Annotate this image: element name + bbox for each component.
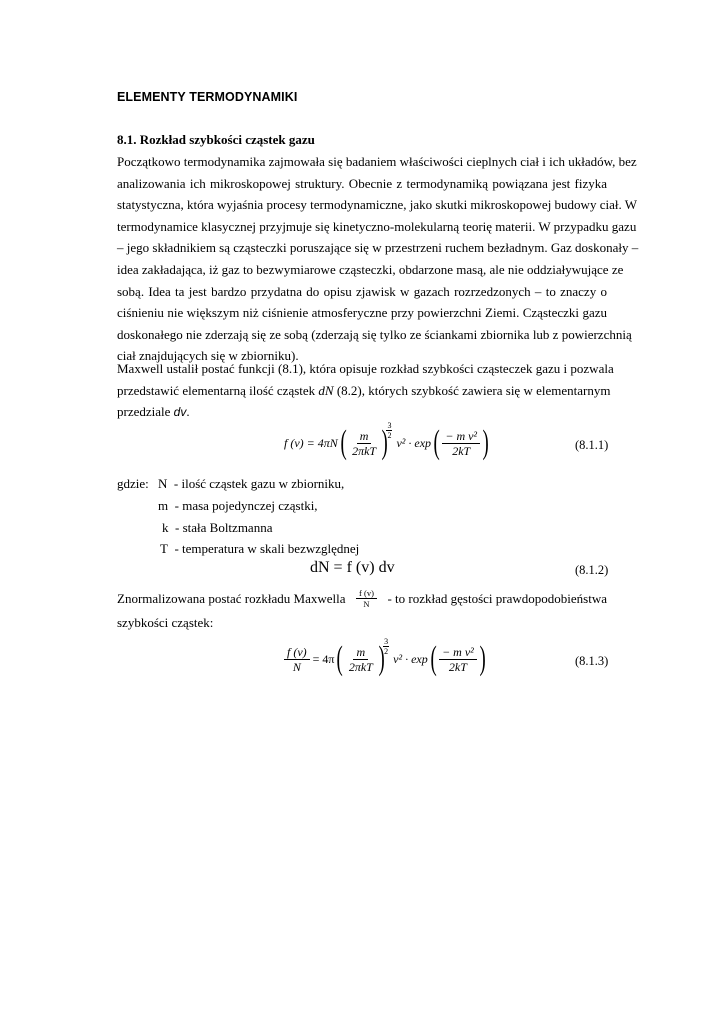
paragraph-line: ciśnieniu nie większym niż ciśnienie atmosferyczne przy powierzchni Ziemi. Cząsteczki gazu — [117, 305, 607, 321]
equation-number: (8.1.3) — [575, 654, 609, 668]
where-item — [158, 498, 318, 514]
paragraph-maxwell — [117, 358, 614, 424]
equation-8-1-2: dN = f (v) dv — [310, 559, 395, 576]
where-symbol: m — [158, 498, 169, 513]
paragraph-line — [117, 588, 607, 610]
where-symbol: k — [162, 520, 169, 535]
exponent-denominator: 2 — [387, 430, 392, 440]
left-paren: ( — [337, 640, 344, 677]
paragraph-line: Początkowo termodynamika zajmowała się badaniem właściwości cieplnych ciał i ich układów, bez — [117, 154, 637, 169]
fraction — [439, 645, 477, 674]
fraction-numerator: f (v) — [356, 588, 377, 599]
paragraph-line: statystyczna, która wyjaśnia procesy termodynamiczne, jako skutki mikroskopowej budowy ciał. W — [117, 197, 637, 213]
exponent-numerator: 3 — [387, 420, 392, 430]
equation-8-1-1 — [284, 420, 491, 461]
symbol-dN: dN — [318, 382, 334, 398]
fraction — [284, 645, 310, 674]
line-text: - to rozkład gęstości prawdopodobieństwa — [387, 591, 607, 606]
equation-eq: = 4π — [312, 651, 335, 666]
fraction — [346, 645, 376, 674]
equation-number: (8.1.2) — [575, 563, 609, 577]
where-item — [158, 476, 344, 492]
left-paren: ( — [433, 424, 440, 461]
right-paren: ) — [479, 640, 486, 677]
fraction-numerator: f (v) — [284, 645, 310, 660]
fraction — [442, 429, 480, 458]
equation-8-1-3 — [284, 636, 488, 677]
left-paren: ( — [340, 424, 347, 461]
right-paren: ) — [378, 640, 385, 677]
paragraph-line: sobą. Idea ta jest bardzo przydatna do opisu zjawisk w gazach rozrzedzonych – to znaczy o — [117, 283, 607, 299]
paragraph-normalized — [117, 588, 607, 610]
line-text: . — [186, 404, 190, 420]
left-paren: ( — [430, 640, 437, 677]
line-text: przedstawić elementarną ilość cząstek — [117, 382, 319, 398]
paragraph-line: doskonałego nie zderzają się ze sobą (zderzają się tylko ze ściankami zbiornika lub z powierzchnią — [117, 326, 632, 342]
section-title: 8.1. Rozkład szybkości cząstek gazu — [117, 132, 315, 147]
where-text: - stała Boltzmanna — [175, 520, 273, 535]
fraction-denominator: N — [292, 659, 301, 674]
paragraph-line: szybkości cząstek: — [117, 615, 214, 630]
fraction-numerator: − m v² — [442, 429, 480, 444]
fraction — [349, 429, 379, 458]
fraction-denominator: 2πkT — [352, 443, 377, 458]
where-intro: gdzie: — [117, 476, 149, 491]
where-symbol: T — [160, 541, 168, 556]
paragraph-line: ciał znajdujących się w zbiorniku). — [117, 348, 299, 364]
paragraph-line: idea zakładająca, iż gaz to bezwymiarowe cząsteczki, obdarzone masą, ale nie oddziaływujące ze — [117, 261, 624, 277]
line-text: Znormalizowana postać rozkładu Maxwella — [117, 591, 346, 606]
paragraph-line: termodynamice klasycznej przyjmuje się kinetyczno-molekularną teorię materii. W przypadku gazu — [117, 218, 637, 234]
right-paren: ) — [482, 424, 489, 461]
equation-number: (8.1.1) — [575, 438, 609, 452]
where-item — [162, 520, 272, 536]
where-text: - temperatura w skali bezwzględnej — [174, 541, 360, 556]
paragraph-line: Maxwell ustalił postać funkcji (8.1), która opisuje rozkład szybkości cząsteczek gazu i pozwala — [117, 361, 614, 376]
fraction-small — [356, 588, 377, 609]
fraction-numerator: m — [357, 429, 372, 444]
line-text: przedziale — [117, 404, 174, 420]
fraction-denominator: N — [363, 599, 370, 610]
paragraph-line — [117, 401, 607, 424]
fraction-denominator: 2kT — [452, 443, 471, 458]
where-text: - ilość cząstek gazu w zbiorniku, — [173, 476, 345, 491]
paragraph-normalized-2 — [117, 612, 607, 634]
fraction-denominator: 2kT — [448, 659, 467, 674]
paragraph-intro — [117, 151, 639, 367]
equation-middle: v² · exp — [393, 651, 428, 666]
paragraph-line — [117, 380, 611, 402]
document-title: ELEMENTY TERMODYNAMIKI — [117, 90, 298, 104]
equation-middle: v² · exp — [396, 435, 432, 450]
fraction-numerator: − m v² — [439, 645, 477, 660]
right-paren: ) — [381, 424, 388, 461]
where-symbol: N — [158, 476, 168, 491]
where-item — [160, 541, 359, 557]
exponent-denominator: 2 — [384, 646, 389, 656]
symbol-dv: dv — [173, 405, 187, 420]
paragraph-line: – jego składnikiem są cząsteczki poruszające się w przestrzeni ruchem bezładnym. Gaz doskonały – — [117, 240, 639, 256]
fraction-denominator: 2πkT — [348, 659, 373, 674]
equation-lhs: f (v) = 4πN — [284, 435, 338, 450]
paragraph-line: analizowania ich mikroskopowej struktury. Obecnie z termodynamiką powiązana jest fizyka — [117, 175, 607, 191]
where-text: - masa pojedynczej cząstki, — [174, 498, 318, 513]
line-text: (8.2), których szybkość zawiera się w elementarnym — [333, 382, 611, 398]
exponent-numerator: 3 — [384, 636, 389, 646]
fraction-numerator: m — [353, 645, 368, 660]
